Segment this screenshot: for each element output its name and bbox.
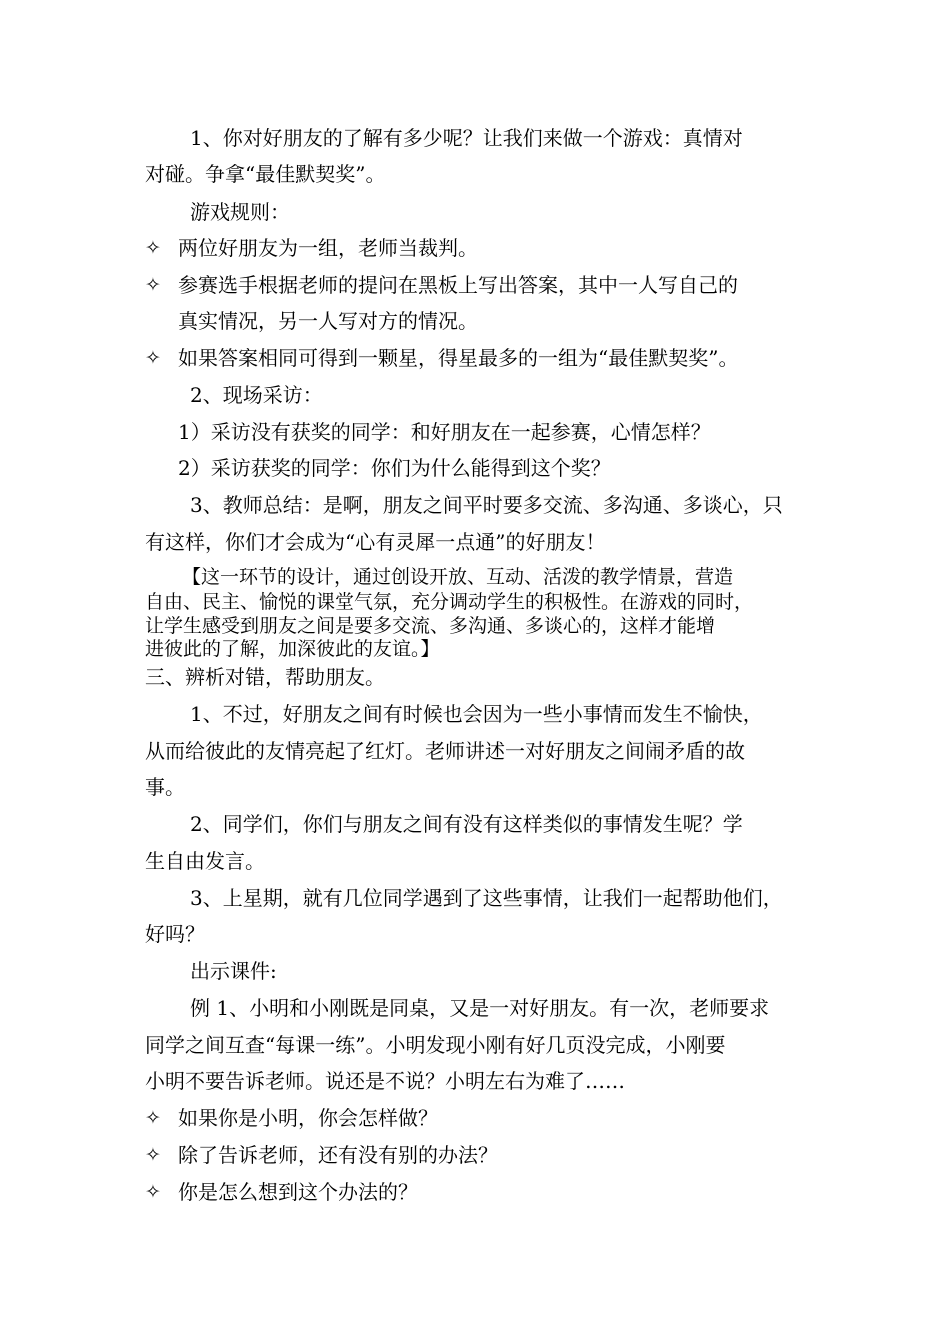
- design-note-line: 自由、民主、愉悦的课堂气氛，充分调动学生的积极性。在游戏的同时，: [145, 591, 754, 613]
- paragraph-line: 游戏规则：: [190, 200, 290, 224]
- paragraph-line: 出示课件:: [190, 959, 277, 983]
- bullet-item: 除了告诉老师，还有没有别的办法？: [178, 1143, 498, 1167]
- diamond-bullet-icon: ✧: [145, 347, 161, 369]
- diamond-bullet-icon: ✧: [145, 237, 161, 259]
- numbered-item: 1）采访没有获奖的同学：和好朋友在一起参赛，心情怎样？: [178, 420, 711, 444]
- section-heading: 三、辨析对错，帮助朋友。: [145, 665, 385, 689]
- diamond-bullet-icon: ✧: [145, 1144, 161, 1166]
- diamond-bullet-icon: ✧: [145, 1181, 161, 1203]
- diamond-bullet-icon: ✧: [145, 1107, 161, 1129]
- paragraph-line: 同学之间互查“每课一练”。小明发现小刚有好几页没完成，小刚要: [145, 1033, 726, 1057]
- paragraph-line: 3、教师总结：是啊，朋友之间平时要多交流、多沟通、多谈心，只: [190, 493, 783, 517]
- bullet-item: 如果你是小明，你会怎样做？: [178, 1106, 438, 1130]
- bullet-item: 两位好朋友为一组，老师当裁判。: [178, 236, 478, 260]
- bullet-item: 参赛选手根据老师的提问在黑板上写出答案，其中一人写自己的: [178, 273, 738, 297]
- paragraph-line: 1、你对好朋友的了解有多少呢？让我们来做一个游戏：真情对: [190, 126, 743, 150]
- bullet-item: 如果答案相同可得到一颗星，得星最多的一组为“最佳默契奖”。: [178, 346, 739, 370]
- paragraph-line: 3、上星期，就有几位同学遇到了这些事情，让我们一起帮助他们，: [190, 886, 783, 910]
- paragraph-line: 生自由发言。: [145, 849, 265, 873]
- paragraph-line: 2、现场采访：: [190, 383, 323, 407]
- paragraph-line: 例 1、小明和小刚既是同桌，又是一对好朋友。有一次，老师要求: [190, 996, 770, 1020]
- design-note-line: 进彼此的了解，加深彼此的友谊。】: [145, 638, 440, 660]
- paragraph-line: 小明不要告诉老师。说还是不说？小明左右为难了……: [145, 1069, 625, 1093]
- paragraph-line: 对碰。争拿“最佳默契奖”。: [145, 162, 386, 186]
- bullet-item-continued: 真实情况，另一人写对方的情况。: [178, 309, 478, 333]
- paragraph-line: 事。: [145, 775, 185, 799]
- paragraph-line: 1、不过，好朋友之间有时候也会因为一些小事情而发生不愉快，: [190, 702, 763, 726]
- paragraph-line: 好吗？: [145, 922, 205, 946]
- paragraph-line: 有这样，你们才会成为“心有灵犀一点通”的好朋友！: [145, 530, 606, 554]
- diamond-bullet-icon: ✧: [145, 274, 161, 296]
- design-note-line: 让学生感受到朋友之间是要多交流、多沟通、多谈心的，这样才能增: [145, 615, 716, 637]
- bullet-item: 你是怎么想到这个办法的？: [178, 1180, 418, 1204]
- numbered-item: 2）采访获奖的同学：你们为什么能得到这个奖？: [178, 456, 611, 480]
- paragraph-line: 2、同学们，你们与朋友之间有没有这样类似的事情发生呢？学: [190, 812, 743, 836]
- design-note-line: 【这一环节的设计，通过创设开放、互动、活泼的教学情景，营造: [182, 566, 734, 588]
- paragraph-line: 从而给彼此的友情亮起了红灯。老师讲述一对好朋友之间闹矛盾的故: [145, 739, 745, 763]
